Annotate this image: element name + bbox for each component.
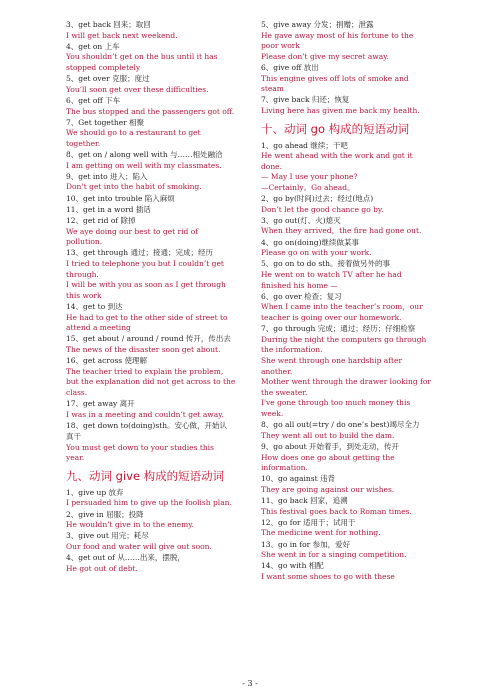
example-sentence: Living here has given me back my health. [261,105,420,115]
example-sentence: year. [66,453,85,463]
phrase-entry [66,432,244,464]
example-sentence: He went on to watch TV after he had [261,270,402,280]
phrase-entry [66,20,244,41]
example-sentence: information. [261,463,308,473]
phrase-head: 7、Get together 相聚 [66,117,145,127]
phrase-entry [261,238,439,259]
example-sentence: When they arrived，the fire had gone out. [261,226,422,236]
example-sentence: He went ahead with the work and got it [261,151,413,161]
example-sentence: You must get down to your studies this [66,442,214,452]
example-sentence: poor work [261,41,300,51]
phrase-entry [261,561,439,582]
example-sentence: I persuaded him to give up the foolish plan. [66,498,232,508]
example-sentence: They are going against our wishes. [261,484,395,494]
phrase-entry [66,531,244,552]
phrase-head: 4、get on 上车 [66,41,120,51]
example-sentence: He got out of debt. [66,563,138,573]
example-sentence: finished his home — [261,280,338,290]
phrase-entry [66,205,244,216]
phrase-entry [261,496,439,517]
example-sentence: During the night the computers go through [261,334,427,344]
phrase-entry [66,248,244,301]
phrase-head: 5、give away 分发；捐赠；泄露 [261,20,374,29]
phrase-entry [261,540,439,561]
phrase-entry [261,194,439,215]
phrase-head: 16、get across 使理解 [66,356,148,366]
example-sentence: The teacher tried to explain the problem, [66,366,224,376]
section-heading-go: 十、动词 go 构成的短语动词 [261,121,410,136]
phrase-head: 6、get off 下车 [66,95,121,105]
example-sentence: This engine gives off lots of smoke and [261,73,409,83]
phrase-entry [261,259,439,291]
example-sentence: together. [66,138,101,148]
section-heading-give: 九、动词 give 构成的短语动词 [66,468,225,483]
left-column [66,20,244,575]
phrase-head: 9、get into 进入；陷入 [66,171,148,181]
example-sentence: Don’t get into the habit of smoking. [66,182,202,192]
phrase-entry [66,399,244,420]
example-sentence: How does one go about getting the [261,452,395,462]
example-sentence: The medicine went for nothing. [261,528,381,538]
example-sentence: The bus stopped and the passengers got off. [66,106,235,116]
phrase-entry [261,518,439,539]
example-sentence: This festival goes back to Roman times. [261,506,412,516]
example-sentence: I tried to telephone you but I couldn’t get [66,259,224,268]
example-sentence: She went through one hardship after [261,355,403,365]
right-entries-part1 [261,20,439,117]
example-sentence: I was in a meeting and couldn’t get away. [66,409,224,419]
phrase-entry [261,442,439,474]
example-sentence: pollution. [66,237,103,247]
phrase-entry [66,96,244,117]
phrase-entry [66,356,244,398]
phrase-entry [66,194,244,205]
phrase-entry [66,172,244,193]
example-sentence: through. [66,269,99,279]
example-sentence: I've gone through too much money this [261,398,411,408]
phrase-entry [261,95,439,116]
phrase-head: 1、give up 放弃 [66,487,124,497]
phrase-head: 14、get to 到达 [66,301,123,311]
phrase-entry [261,216,439,237]
example-sentence: steam [261,84,284,94]
phrase-head: 10、go against 违背 [261,474,335,484]
right-column [261,20,439,583]
phrase-head: 真干 [66,432,81,442]
phrase-head: 13、get through 通过；接通；完成；经历 [66,248,213,258]
phrase-head: 14、go with 相配 [261,561,324,571]
example-sentence: attend a meeting [66,323,131,333]
example-sentence: I want some shoes to go with these [261,572,395,581]
example-sentence: class. [66,387,88,397]
phrase-entry [261,420,439,441]
example-sentence: but the explanation did not get across to the [66,377,236,387]
phrase-head: 11、get in a word 插话 [66,204,151,214]
phrase-head: 6、give off 放出 [261,62,319,72]
example-sentence: Our food and water will give out soon. [66,542,212,551]
example-sentence: done. [261,161,282,171]
example-sentence: We should go to a restaurant to get [66,128,201,138]
example-sentence: Don’t let the good chance go by. [261,204,384,214]
example-sentence: You shouldn’t get on the bus until it has [66,52,218,62]
phrase-head: 17、get away 离开 [66,399,135,409]
example-sentence: I will be with you as soon as I get through [66,280,226,290]
phrase-head: 1、go ahead 继续；干吧 [261,140,348,150]
example-sentence: the sweater. [261,387,308,397]
example-sentence: Please go on with your work. [261,248,372,258]
example-sentence: He wouldn’t give in to the enemy. [66,520,194,530]
example-sentence: teacher is going over our homework. [261,313,402,322]
phrase-head: 3、go out(灯、火)熄灭 [261,215,341,225]
phrase-entry [66,553,244,574]
example-sentence: He had to get to the other side of street to [66,312,228,322]
phrase-entry [66,42,244,74]
phrase-entry [66,302,244,334]
example-sentence: week. [261,408,284,418]
phrase-head: 12、get rid of 除掉 [66,216,136,226]
phrase-head: 4、go on(doing)继续做某事 [261,237,360,247]
phrase-head: 18、get down to(doing)sth。安心做，开始认 [66,420,228,430]
phrase-head: 13、go in for 参加，爱好 [261,539,351,549]
phrase-entry [261,63,439,95]
example-sentence: We aye doing our best to get rid of [66,226,198,236]
example-sentence: You’ll soon get over these difficulties. [66,84,209,94]
phrase-head: 2、go by(时间)过去；经过(地点) [261,194,374,204]
phrase-entry [66,216,244,248]
example-sentence: They went all out to build the dam. [261,430,395,440]
phrase-head: 8、get on / along well with 与……相处融洽 [66,150,223,160]
phrase-entry [261,292,439,324]
phrase-head: 7、go through 完成；通过；经历；仔细检察 [261,324,416,334]
phrase-head: 6、go over 检查；复习 [261,291,342,301]
phrase-head: 5、go on to do sth。接着做另外的事 [261,259,391,269]
example-sentence: this work [66,290,102,300]
phrase-entry [261,20,439,62]
phrase-entry [66,488,244,509]
phrase-head: 2、give in 屈服；投降 [66,509,144,519]
phrase-head: 5、get over 克服；度过 [66,74,150,84]
phrase-head: 3、give out 用完；耗尽 [66,531,149,541]
phrase-head: 12、go for 适用于；试用于 [261,517,356,527]
phrase-head: 15、get about / around / round 传开，传出去 [66,334,231,344]
phrase-entry [261,141,439,194]
phrase-entry [66,510,244,531]
example-sentence: I am getting on well with my classmates. [66,160,222,170]
page-number: - 3 - [242,679,258,688]
example-sentence: —Certainly。Go ahead。 [261,182,355,192]
example-sentence: — May I use your phone? [261,172,358,182]
phrase-entry [261,324,439,419]
phrase-head: 4、get out of 从……出来，摆脱， [66,553,185,563]
phrase-entry [66,150,244,171]
phrase-entry [66,421,244,432]
phrase-entry [66,118,244,150]
example-sentence: stopped completely [66,62,141,72]
example-sentence: I will get back next weekend. [66,30,178,40]
phrase-head: 3、get back 回来；取回 [66,20,151,29]
example-sentence: Please don’t give my secret away. [261,51,389,61]
example-sentence: When I came into the teacher’s room，our [261,302,423,312]
phrase-head: 7、give back 归还；恢复 [261,95,350,105]
example-sentence: She went in for a singing competition. [261,550,407,560]
phrase-head: 11、go back 回家，追溯 [261,496,348,506]
phrase-entry [261,474,439,495]
phrase-head: 8、go all out(=try / do one’s best)竭尽全力 [261,420,420,430]
example-sentence: the information. [261,345,323,355]
example-sentence: another. [261,366,293,376]
left-entries-part1 [66,20,244,464]
phrase-entry [66,74,244,95]
right-entries-part2 [261,141,439,583]
phrase-head: 10、get into trouble 陷入麻烦 [66,193,175,203]
phrase-entry [66,334,244,355]
phrase-head: 9、go about 开始着手，到处走动，传开 [261,441,399,451]
left-entries-part2 [66,488,244,575]
example-sentence: The news of the disaster soon get about. [66,344,221,354]
example-sentence: Mother went through the drawer looking for [261,377,431,387]
example-sentence: He gave away most of his fortune to the [261,30,414,40]
